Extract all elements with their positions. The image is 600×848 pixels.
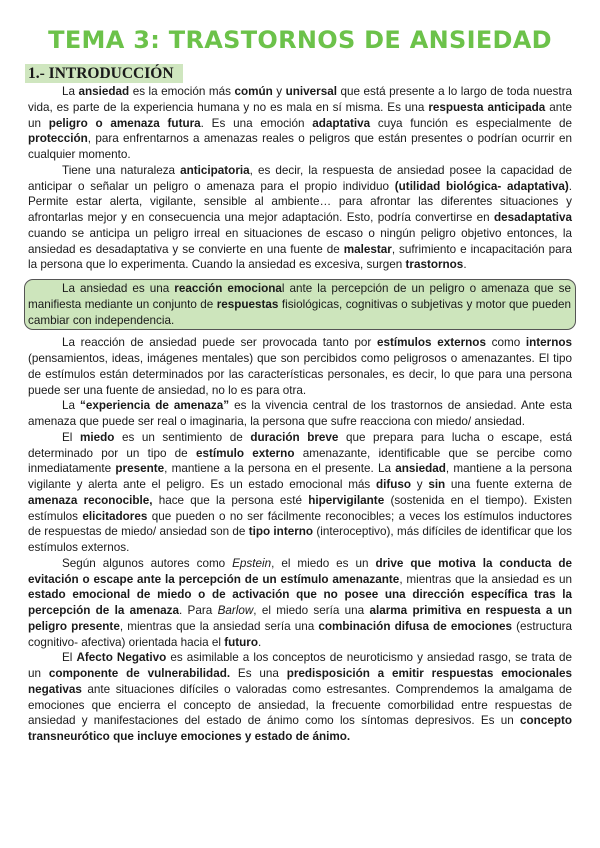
bold-text: reacción emociona <box>174 282 282 295</box>
text-run: . <box>257 635 262 649</box>
paragraph <box>28 163 572 273</box>
text-run: una fuente externa de <box>445 478 573 491</box>
bold-text: respuesta anticipada <box>428 100 546 114</box>
highlight-box <box>24 279 576 330</box>
text-run: El <box>62 651 77 665</box>
text-run: y <box>411 478 429 491</box>
text-run: fisiológicas, cognitivas o subjetivas y motor que pueden cambiar con independencia. <box>28 297 571 327</box>
text-run: es un sentimiento de <box>114 430 251 444</box>
bold-text: (utilidad biológica- adaptativa) <box>394 179 569 193</box>
bold-text: estado emocional de miedo o de activación que no posee una dirección específica tras la percepción de la amenaza <box>28 588 572 617</box>
highlighted-paragraph <box>28 281 571 328</box>
paragraph <box>28 84 572 163</box>
bold-text: protección <box>28 132 88 146</box>
bold-text: malestar <box>343 242 392 256</box>
text-run: l ante la percepción de un peligro o amenaza que se manifiesta mediante un conjunto de <box>28 282 571 311</box>
text-run: (interoceptivo), más difíciles de identificar que los estímulos externos. <box>28 525 573 554</box>
text-run: que está presente a lo largo de toda nuestra vida, es parte de la experiencia humana y no es mala en sí misma. Es una <box>28 85 572 114</box>
bold-text: componente de vulnerabilidad. <box>48 667 231 680</box>
text-run: como <box>485 336 526 350</box>
text-run: El <box>62 430 80 444</box>
text-run: es la vivencia central de los trastornos de ansiedad. Ante esta amenaza que puede ser real o imaginaria, la persona que sufre reacciona con miedo/ ansiedad. <box>28 399 572 428</box>
bold-text: predisposición a emitir respuestas emocionales negativas <box>28 667 572 696</box>
text-run: Es una <box>230 667 287 680</box>
paragraph <box>28 650 572 745</box>
text-run: Según algunos autores como <box>62 556 233 570</box>
text-run: cuya función es especialmente de <box>370 116 572 130</box>
text-run: hace que la persona esté <box>152 493 309 507</box>
text-run: La <box>62 399 81 413</box>
bold-text: difuso <box>375 478 412 491</box>
bold-text: elicitadores <box>82 509 148 523</box>
bold-text: ansiedad <box>395 462 446 476</box>
text-run: (estructura cognitivo- afectiva) orientada hacia el <box>28 619 572 649</box>
bold-text: estímulo externo <box>195 446 295 460</box>
text-run: ante un <box>28 100 573 130</box>
bold-text: estímulos externos <box>376 336 486 350</box>
text-run: . Es una emoción <box>200 116 313 130</box>
bold-text: trastornos <box>405 258 464 272</box>
text-run: cuando se anticipa un peligro irreal en situaciones de escaso o ningún peligro objetivo entonces, la ansiedad es desadaptativa y se convierte en una fuente de <box>28 226 572 256</box>
text-run: , mientras que la ansiedad es un <box>399 572 572 586</box>
bold-text: Afecto Negativo <box>76 651 167 665</box>
text-run: , el miedo es un <box>271 556 376 570</box>
text-run: que prepara para lucha o escape, está determinado por un tipo de <box>28 430 572 460</box>
bold-text: común <box>234 85 273 98</box>
bold-text: internos <box>525 336 573 350</box>
text-run: . <box>463 258 467 272</box>
bold-text: futuro <box>224 635 258 649</box>
text-run: . Permite estar alerta, vigilante, sensible al ambiente… para afrontar las diferentes situaciones y afrontarlas mejor y en consecuencia una mejor adaptación. Esto, podría convertirse en <box>28 179 572 224</box>
text-run: es la emoción más <box>129 85 235 98</box>
paragraph <box>28 335 572 398</box>
bold-text: peligro o amenaza futura <box>48 116 201 130</box>
page-title: TEMA 3: TRASTORNOS DE ANSIEDAD <box>48 26 552 54</box>
bold-text: respuestas <box>216 297 279 311</box>
text-run: , mantiene a la persona en el presente. La <box>164 462 396 476</box>
bold-text: tipo interno <box>248 525 314 539</box>
bold-text: sin <box>428 478 446 491</box>
bold-text: amenaza reconocible, <box>28 493 153 507</box>
bold-text: concepto transneurótico que incluye emociones y estado de ánimo. <box>28 714 572 743</box>
italic-text: Barlow <box>217 604 254 617</box>
text-run: La ansiedad es una <box>62 282 175 295</box>
paragraph <box>28 430 572 556</box>
paragraph <box>28 398 572 430</box>
text-run: ante situaciones difíciles o valoradas como estresantes. Comprendemos la amalgama de emociones que encierra el concepto de ansiedad, la frecuente comorbilidad entre respuestas de ansiedad y manifestaciones del estado de ánimo como los síntomas depresivos. Es un <box>28 682 572 728</box>
text-run: , sufrimiento e incapacitación para la persona que lo experimenta. Cuando la ansiedad es excesiva, surgen <box>28 242 572 272</box>
document-body <box>28 84 572 745</box>
text-run: La <box>62 85 79 98</box>
text-run: (sostenida en el tiempo). Existen estímulos <box>28 493 572 523</box>
bold-text: desadaptativa <box>494 211 572 224</box>
bold-text: hipervigilante <box>308 493 385 507</box>
text-run: es asimilable a los conceptos de neuroticismo y ansiedad rasgo, se trata de un <box>28 651 572 680</box>
bold-text: anticipatoria <box>180 163 250 177</box>
bold-text: alarma primitiva en respuesta a un peligro presente <box>28 604 572 633</box>
bold-text: universal <box>285 85 337 98</box>
bold-text: adaptativa <box>312 116 371 130</box>
bold-text: “experiencia de amenaza” <box>80 399 230 413</box>
bold-text: drive que motiva la conducta de evitación o escape ante la percepción de un estímulo amenazante <box>28 556 572 586</box>
text-run: , para enfrentarnos a amenazas reales o peligros que están presentes o podrían ocurrir en cualquier momento. <box>28 132 572 161</box>
text-run: . Para <box>179 604 218 617</box>
bold-text: combinación difusa de emociones <box>318 619 512 633</box>
text-run: amenazante, identificable que se percibe como inmediatamente <box>28 446 572 476</box>
bold-text: miedo <box>79 430 115 444</box>
text-run: La reacción de ansiedad puede ser provocada tanto por <box>62 336 377 350</box>
bold-text: duración breve <box>250 430 339 444</box>
section-heading: 1.- INTRODUCCIÓN <box>25 64 183 83</box>
text-run: que pueden o no ser fácilmente reconocibles; a veces los estímulos inductores de respuestas de miedo/ ansiedad son de <box>28 509 573 539</box>
text-run: , mantiene a la persona vigilante y alerta ante el peligro. Es un estado emocional más <box>28 462 572 491</box>
paragraph <box>28 556 572 651</box>
bold-text: presente <box>115 462 165 476</box>
text-run: Tiene una naturaleza <box>62 163 181 177</box>
text-run: , mientras que la ansiedad sería una <box>119 619 319 633</box>
text-run: , el miedo sería una <box>253 604 370 617</box>
text-run: , es decir, la respuesta de ansiedad posee la capacidad de anticipar o señalar un peligro o amenaza para el propio individuo <box>28 163 573 193</box>
bold-text: ansiedad <box>78 85 130 98</box>
text-run: y <box>272 85 286 98</box>
italic-text: Epstein <box>232 556 272 570</box>
text-run: (pensamientos, ideas, imágenes mentales) que son percibidos como peligrosos o amenazantes. El tipo de estímulos están determinados por las características personales, es decir, lo que para una persona puede ser una fuente de ansiedad, no lo es para otra. <box>28 352 572 397</box>
